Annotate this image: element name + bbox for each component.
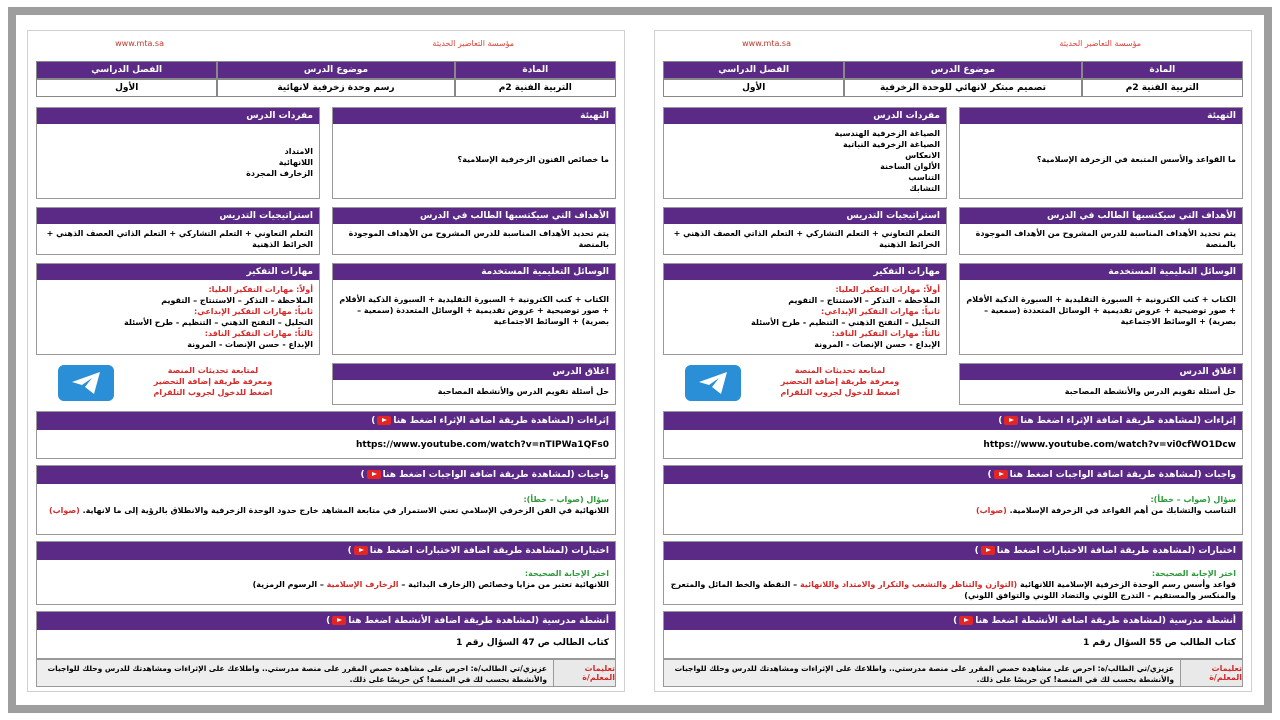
goals-title: الأهداف التي سيكتسبها الطالب في الدرس [960,208,1242,224]
homework-box [36,465,616,535]
tests-text: اللانهائية تعتبر من مزايا وخصائص (الزخارف البدائية – [401,580,609,589]
homework-question-label: سؤال (صواب – خطأ): [523,495,609,504]
tools-title: الوسائل التعليمية المستخدمة [960,264,1242,280]
tools-title: الوسائل التعليمية المستخدمة [333,264,615,280]
vocab-item: الزخارف المجردة [246,169,313,178]
enrich-box [36,411,616,459]
enrich-url[interactable]: https://www.youtube.com/watch?v=nTIPWa1QFs0 [356,440,609,450]
tests-question-label: اختر الإجابة الصحيحة: [524,569,609,578]
youtube-icon[interactable] [1004,416,1018,425]
follow-line: لمتابعة تحديثات المنصة [794,366,886,375]
thinking-title: مهارات التفكير [664,264,946,280]
topic-value: رسم وحدة زخرفية لانهائية [217,79,454,97]
thinking-heading: ثانياً: مهارات التفكير الإبداعي: [821,307,940,316]
thinking-heading: ثالثاً: مهارات التفكير الناقد: [204,329,313,338]
activities-box [663,611,1243,659]
institution-name: مؤسسة التعاضير الحديثة [432,39,514,48]
follow-line: اضغط للدخول لجروب التلقرام [780,388,900,397]
telegram-button[interactable] [58,365,114,401]
homework-box [663,465,1243,535]
vocab-title: مفردات الدرس [37,108,319,124]
tests-question-label: اختر الإجابة الصحيحة: [1151,569,1236,578]
vocab-box [36,107,320,199]
tests-box [663,541,1243,605]
goals-text: يتم تحديد الأهداف المناسبة للدرس المشروح من الأهداف الموجودة بالمنصة [975,229,1236,249]
intro-text: ما القواعد والأسس المتبعة في الزخرفة الإسلامية؟ [1036,155,1236,164]
page-topline [655,39,1251,51]
teacher-instructions [36,659,616,687]
goals-box [959,207,1243,255]
lesson-plan-page-1 [27,30,625,692]
subject-label: المادة [1082,61,1243,79]
youtube-icon[interactable] [354,546,368,555]
tests-answer: الزخارف الإسلامية [326,580,399,589]
subject-label: المادة [455,61,616,79]
tests-tail: – الرسوم الرمزية) [252,580,324,589]
activities-text: كتاب الطالب ص 55 السؤال رقم 1 [1083,638,1236,648]
tools-text: الكتاب + كتب الكترونية + السبورة التقليدية + السبورة الذكية الأقلام + صور توضيحية + عروض تقديمية + الوسائل المتعددة (سمعية – بصرية) + الوسائط الاجتماعية [339,295,609,326]
thinking-list [664,280,946,354]
tests-title[interactable]: اختبارات (لمشاهدة طريقة اضافة الاختبارات اضغط هنا) [37,542,615,560]
topic-value: تصميم مبتكر لانهائي للوحدة الزخرفية [844,79,1081,97]
topic-label: موضوع الدرس [217,61,454,79]
vocab-item: الامتداد [284,147,313,156]
enrich-box [663,411,1243,459]
footer-text: عزيزي/تي الطالب/ة: احرص على مشاهدة حصص المقرر على منصة مدرستي.. واطلاعك على الإثراءات ومشاهدتك للدرس وحلك للواجبات والأنشطة بحسب لك في المنصة! كن حريصًا على ذلك. [47,664,547,684]
homework-title[interactable]: واجبات (لمشاهدة طريقة اضافة الواجبات اضغط هنا) [664,466,1242,484]
follow-line: اضغط للدخول لجروب التلقرام [153,388,273,397]
vocab-title: مفردات الدرس [664,108,946,124]
homework-question-label: سؤال (صواب – خطأ): [1150,495,1236,504]
enrich-title[interactable]: إثراءات (لمشاهدة طريقة اضافة الإثراء اضغط هنا) [664,412,1242,430]
thinking-body: الملاحظة – التذكر – الاستنتاج – التقويم [788,296,940,305]
strategies-text: التعلم التعاوني + التعلم التشاركي + التعلم الذاتي العصف الذهني + الخرائط الذهنية [673,229,940,249]
youtube-icon[interactable] [377,416,391,425]
thinking-box [663,263,947,355]
strategies-title: استراتيجيات التدريس [664,208,946,224]
tests-answer: (التوازن والتناظر والتشعب والتكرار والامتداد واللانهائية [799,580,1018,589]
vocab-item: الصياغة الزخرفية النباتية [842,140,940,149]
youtube-icon[interactable] [959,616,973,625]
closing-box [959,363,1243,405]
vocab-item: الألوان الساخنة [880,162,940,171]
footer-text: عزيزي/تي الطالب/ة: احرص على مشاهدة حصص المقرر على منصة مدرستي.. واطلاعك على الإثراءات ومشاهدتك للدرس وحلك للواجبات والأنشطة بحسب لك في المنصة! كن حريصًا على ذلك. [674,664,1174,684]
youtube-icon[interactable] [994,470,1008,479]
goals-title: الأهداف التي سيكتسبها الطالب في الدرس [333,208,615,224]
teacher-instructions [663,659,1243,687]
activities-title[interactable]: أنشطة مدرسية (لمشاهدة طريقة اضافة الأنشطة اضغط هنا) [664,612,1242,630]
footer-label: تعليمات المعلم/ة [553,660,615,686]
closing-text: حل أسئلة تقويم الدرس والأنشطة المصاحبة [437,387,609,396]
closing-text: حل أسئلة تقويم الدرس والأنشطة المصاحبة [1064,387,1236,396]
telegram-icon [697,371,729,395]
vocab-item: التناسب [908,173,940,182]
website-link[interactable]: www.mta.sa [115,39,164,48]
lesson-header-table [36,61,616,97]
vocab-item: الانعكاس [905,151,940,160]
intro-text: ما خصائص الفنون الزخرفية الإسلامية؟ [457,155,609,164]
closing-box [332,363,616,405]
tools-text: الكتاب + كتب الكترونية + السبورة التقليدية + السبورة الذكية الأقلام + صور توضيحية + عروض تقديمية + الوسائل المتعددة (سمعية – بصرية) + الوسائط الاجتماعية [966,295,1236,326]
follow-line: ومعرفة طريقة إضافة التحضير [780,377,900,386]
tools-box [332,263,616,355]
thinking-heading: أولاً: مهارات التفكير العليا: [835,285,940,294]
intro-title: التهيئة [960,108,1242,124]
term-value: الأول [663,79,844,97]
thinking-list [37,280,319,354]
follow-line: لمتابعة تحديثات المنصة [167,366,259,375]
vocab-item: اللانهائية [278,158,313,167]
enrich-url[interactable]: https://www.youtube.com/watch?v=vi0cfWO1Dcw [983,440,1236,450]
thinking-heading: أولاً: مهارات التفكير العليا: [208,285,313,294]
youtube-icon[interactable] [981,546,995,555]
youtube-icon[interactable] [332,616,346,625]
website-link[interactable]: www.mta.sa [742,39,791,48]
homework-text: التناسب والتشابك من أهم القواعد في الزخرفة الإسلامية. [1009,506,1236,515]
homework-text: اللانهائية في الفن الزخرفي الإسلامي تعني الاستمرار في متابعة المشاهد خارج حدود الوحدة الزخرفية والانطلاق بالرؤية إلى ما لانهاية. [82,506,609,515]
telegram-icon [70,371,102,395]
strategies-text: التعلم التعاوني + التعلم التشاركي + التعلم الذاتي العصف الذهني + الخرائط الذهنية [46,229,313,249]
tests-box [36,541,616,605]
vocab-box [663,107,947,199]
footer-label: تعليمات المعلم/ة [1180,660,1242,686]
homework-answer: (صواب) [48,506,80,515]
intro-title: التهيئة [333,108,615,124]
term-label: الفصل الدراسي [36,61,217,79]
homework-answer: (صواب) [975,506,1007,515]
tests-title[interactable]: اختبارات (لمشاهدة طريقة اضافة الاختبارات اضغط هنا) [664,542,1242,560]
tools-box [959,263,1243,355]
thinking-title: مهارات التفكير [37,264,319,280]
strategies-box [36,207,320,255]
telegram-button[interactable] [685,365,741,401]
page-topline [28,39,624,51]
term-value: الأول [36,79,217,97]
follow-line: ومعرفة طريقة إضافة التحضير [153,377,273,386]
subject-value: التربية الفنية 2م [1082,79,1243,97]
topic-label: موضوع الدرس [844,61,1081,79]
lesson-plan-page-2 [654,30,1252,692]
homework-title[interactable]: واجبات (لمشاهدة طريقة اضافة الواجبات اضغط هنا) [37,466,615,484]
thinking-heading: ثالثاً: مهارات التفكير الناقد: [831,329,940,338]
strategies-box [663,207,947,255]
intro-box [332,107,616,199]
goals-text: يتم تحديد الأهداف المناسبة للدرس المشروح من الأهداف الموجودة بالمنصة [348,229,609,249]
thinking-box [36,263,320,355]
strategies-title: استراتيجيات التدريس [37,208,319,224]
vocab-item: التشابك [909,184,940,193]
goals-box [332,207,616,255]
enrich-title[interactable]: إثراءات (لمشاهدة طريقة اضافة الإثراء اضغط هنا) [37,412,615,430]
telegram-follow-text[interactable] [128,365,298,398]
thinking-body: الملاحظة – التذكر – الاستنتاج – التقويم [161,296,313,305]
vocab-list [37,124,319,183]
thinking-body: الإبداع - حسن الإنصات - المرونة [814,340,940,349]
closing-title: اغلاق الدرس [960,364,1242,380]
youtube-icon[interactable] [367,470,381,479]
vocab-item: الصياغة الزخرفية الهندسية [834,129,940,138]
thinking-body: الإبداع - حسن الإنصات - المرونة [187,340,313,349]
thinking-heading: ثانياً: مهارات التفكير الإبداعي: [194,307,313,316]
activities-box [36,611,616,659]
activities-text: كتاب الطالب ص 47 السؤال رقم 1 [456,638,609,648]
telegram-follow-text[interactable] [755,365,925,398]
closing-title: اغلاق الدرس [333,364,615,380]
thinking-body: التحليل – التفتح الذهني – التنظيم - طرح الأسئلة [124,318,313,327]
institution-name: مؤسسة التعاضير الحديثة [1059,39,1141,48]
tests-text: قواعد وأسس رسم الوحدة الزخرفية الإسلامية اللانهائية [1019,580,1236,589]
activities-title[interactable]: أنشطة مدرسية (لمشاهدة طريقة اضافة الأنشطة اضغط هنا) [37,612,615,630]
thinking-body: التحليل – التفتح الذهني – التنظيم - طرح الأسئلة [751,318,940,327]
tests-tail: – النقطة والخط المائل والمتعرج والمنكسر والمستقيم - التدرج اللوني والتضاد اللوني والتوافق اللوني) [670,580,1236,600]
vocab-list [664,124,946,198]
lesson-header-table [663,61,1243,97]
intro-box [959,107,1243,199]
term-label: الفصل الدراسي [663,61,844,79]
subject-value: التربية الفنية 2م [455,79,616,97]
